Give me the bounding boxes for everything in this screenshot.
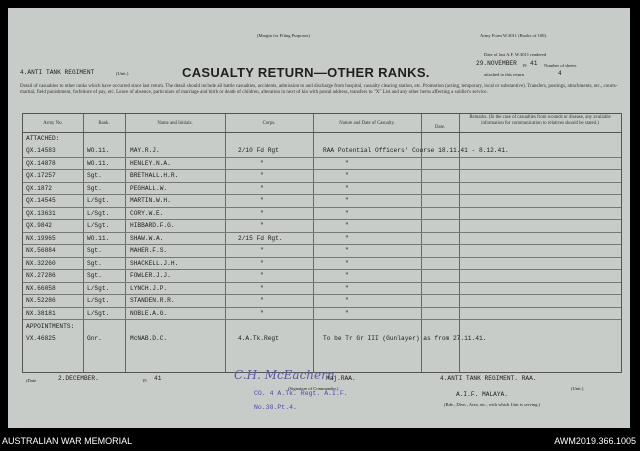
- cell-name: HIBBARD.F.G.: [130, 222, 175, 229]
- unit-line-label: (Unit.): [571, 386, 584, 391]
- last-af-year: 41: [530, 60, 538, 67]
- col-rank: Rank.: [98, 121, 110, 126]
- cell-corps: 2/10 Fd Rgt: [238, 147, 279, 154]
- cell-nature: To be Tr Gr III (Gunlayer) as from 27.11.41.: [323, 335, 487, 342]
- instructions: Detail of casualties to other ranks which have occurred since last return. The detail should include all battle casualties, accidents, admission to and discharge from hospital, casualty clearing station, etc. Promotion (acting, temporary, local or substantive). Transfers, postings, attachments, etc., courts-martial, field punishment, forfeiture of pay, etc. Leave of absence, particulars of marriage and birth or death of children, alteration in next of kin with postal address, transfers to "X" List and any other items affecting a soldier's service.: [20, 84, 618, 96]
- table-row: [23, 145, 621, 157]
- credit-left: AUSTRALIAN WAR MEMORIAL: [2, 436, 133, 446]
- cell-rank: Sgt.: [87, 172, 102, 179]
- unit-suffix: (Unit.): [116, 71, 129, 76]
- cell-name: SHAW.W.A.: [130, 234, 164, 242]
- signature-label: (Signature of Commander.): [288, 386, 339, 391]
- table-row: [23, 283, 621, 295]
- cell-rank: Sgt.: [87, 259, 102, 267]
- cell-corps: ": [260, 159, 264, 167]
- cell-name: MAHER.F.S.: [130, 247, 168, 254]
- table-row: [23, 333, 621, 345]
- cell-nature: ": [345, 159, 349, 167]
- cell-nature: ": [345, 184, 349, 192]
- last-af-year-prefix: 19: [522, 63, 527, 68]
- location-line: A.I.F. MALAYA.: [456, 391, 508, 398]
- cell-rank: WO.11.: [87, 234, 110, 242]
- cell-corps: 4.A.Tk.Regt: [238, 335, 279, 342]
- cell-army-no: NX.52286: [26, 297, 56, 304]
- cell-name: FOWLER.J.J.: [130, 272, 171, 279]
- attached-label: attached to this return: [484, 72, 524, 77]
- table-row: [23, 220, 621, 232]
- cell-name: MAY.R.J.: [130, 147, 160, 154]
- casualty-table: [22, 113, 622, 373]
- cell-rank: L/Sgt.: [87, 197, 110, 204]
- table-row: [23, 258, 621, 270]
- form-number: Army Form W.3011 (Books of 100).: [480, 33, 548, 38]
- margin-note: (Margin for Filing Purposes): [257, 33, 310, 38]
- sheets-value: 4: [558, 70, 562, 77]
- sheets-label: Number of sheets: [544, 63, 577, 68]
- cell-army-no: NX.32260: [26, 259, 56, 267]
- cell-rank: WO.11.: [87, 159, 110, 167]
- col-remarks: Remarks. (In the case of casualties from wounds or disease, any available information for communication to relatives should be stated.): [469, 115, 611, 126]
- cell-army-no: NX.27286: [26, 272, 56, 279]
- table-row: [23, 183, 621, 195]
- table-row: [23, 233, 621, 245]
- cell-rank: Sgt.: [87, 247, 102, 254]
- cell-nature: ": [345, 197, 349, 204]
- cell-nature: ": [345, 209, 349, 217]
- cell-name: CORY.W.E.: [130, 209, 164, 217]
- cell-army-no: QX.14545: [26, 197, 56, 204]
- cell-nature: ": [345, 297, 349, 304]
- last-af-label: Date of last A.F. W.3011 rendered: [484, 52, 547, 57]
- cell-name: BRETHALL.H.R.: [130, 172, 179, 179]
- cell-corps: ": [260, 272, 264, 279]
- cell-name: NOBLE.A.G.: [130, 309, 168, 317]
- cell-corps: ": [260, 209, 264, 217]
- cell-army-no: QX.13631: [26, 209, 56, 217]
- cell-name: McNAB.D.C.: [130, 335, 168, 342]
- cell-rank: L/Sgt.: [87, 284, 110, 292]
- cell-corps: ": [260, 197, 264, 204]
- cell-name: STANDEN.R.R.: [130, 297, 175, 304]
- cell-rank: Sgt.: [87, 272, 102, 279]
- cell-army-no: QX.14583: [26, 147, 56, 154]
- unit-line: 4.ANTI TANK REGIMENT. RAA.: [440, 375, 537, 382]
- section-appointments: APPOINTMENTS:: [26, 323, 75, 330]
- cell-corps: ": [260, 297, 264, 304]
- signature-rank: Maj.RAA.: [326, 375, 356, 382]
- cell-corps: ": [260, 184, 264, 192]
- cell-nature: ": [345, 284, 349, 292]
- cell-nature: ": [345, 247, 349, 254]
- cell-name: PEGHALL.W.: [130, 184, 168, 192]
- document-sheet: [8, 8, 630, 428]
- table-row: [23, 158, 621, 170]
- col-corps: Corps.: [262, 121, 276, 126]
- cell-army-no: QX.9842: [26, 222, 52, 229]
- page-title: CASUALTY RETURN—OTHER RANKS.: [182, 65, 430, 80]
- cell-army-no: NX.38181: [26, 309, 56, 317]
- cell-army-no: QX.17257: [26, 172, 56, 179]
- unit-stamp: CO. 4 A.Tk. Regt. A.I.F.: [254, 390, 348, 397]
- table-row: [23, 295, 621, 307]
- location-label: (Bde., Divn., Area, etc., with which Unit is serving.): [444, 402, 541, 407]
- header-rule: [23, 132, 621, 133]
- cell-rank: Sgt.: [87, 184, 102, 192]
- table-row: [23, 245, 621, 257]
- cell-rank: Gnr.: [87, 335, 102, 342]
- row-rule: [23, 319, 621, 320]
- table-row: [23, 208, 621, 220]
- cell-rank: L/Sgt.: [87, 297, 110, 304]
- cell-corps: ": [260, 172, 264, 179]
- col-army-no: Army No.: [43, 121, 63, 126]
- unit-stamp-number: No.38.Pt.4.: [254, 404, 297, 411]
- section-attached: ATTACHED:: [26, 135, 60, 142]
- credit-right: AWM2019.366.1005: [554, 436, 636, 446]
- cell-nature: RAA Potential Officers' Course 18.11.41 - 8.12.41.: [323, 147, 509, 154]
- last-af-value: 29.NOVEMBER: [476, 60, 517, 67]
- cell-corps: ": [260, 284, 264, 292]
- cell-rank: L/Sgt.: [87, 209, 110, 217]
- col-nature: Nature and Date of Casualty.: [339, 121, 395, 126]
- cell-name: HENLEY.N.A.: [130, 159, 171, 167]
- cell-corps: ": [260, 309, 264, 317]
- date-year: 41: [154, 375, 162, 382]
- date-value: 2.DECEMBER.: [58, 375, 99, 382]
- cell-name: SHACKELL.J.H.: [130, 259, 179, 267]
- cell-nature: ": [345, 272, 349, 279]
- table-row: [23, 170, 621, 182]
- commander-signature: C.H. McEachern: [234, 368, 335, 382]
- cell-nature: ": [345, 309, 349, 317]
- cell-nature: ": [345, 259, 349, 267]
- cell-rank: L/Sgt.: [87, 309, 110, 317]
- cell-rank: L/Sgt.: [87, 222, 110, 229]
- col-name: Name and Initials.: [157, 121, 193, 126]
- cell-name: MARTIN.W.H.: [130, 197, 171, 204]
- cell-corps: ": [260, 222, 264, 229]
- cell-name: LYNCH.J.P.: [130, 284, 168, 292]
- cell-corps: ": [260, 259, 264, 267]
- table-row: [23, 308, 621, 320]
- date-label: (Date: [26, 378, 37, 383]
- cell-army-no: VX.46825: [26, 335, 56, 342]
- cell-nature: ": [345, 172, 349, 179]
- date-year-prefix: 19: [142, 378, 147, 383]
- cell-army-no: NX.56884: [26, 247, 56, 254]
- cell-army-no: NX.19965: [26, 234, 56, 242]
- table-row: [23, 195, 621, 207]
- cell-army-no: NX.66058: [26, 284, 56, 292]
- unit-typed: 4.ANTI TANK REGIMENT: [20, 69, 95, 76]
- cell-rank: WO.11.: [87, 147, 110, 154]
- cell-nature: ": [345, 222, 349, 229]
- cell-nature: ": [345, 234, 349, 242]
- cell-corps: 2/15 Fd Rgt.: [238, 234, 283, 242]
- table-row: [23, 270, 621, 282]
- cell-army-no: QX.1872: [26, 184, 52, 192]
- col-date: Date.: [434, 125, 446, 130]
- cell-corps: ": [260, 247, 264, 254]
- cell-army-no: QX.14878: [26, 159, 56, 167]
